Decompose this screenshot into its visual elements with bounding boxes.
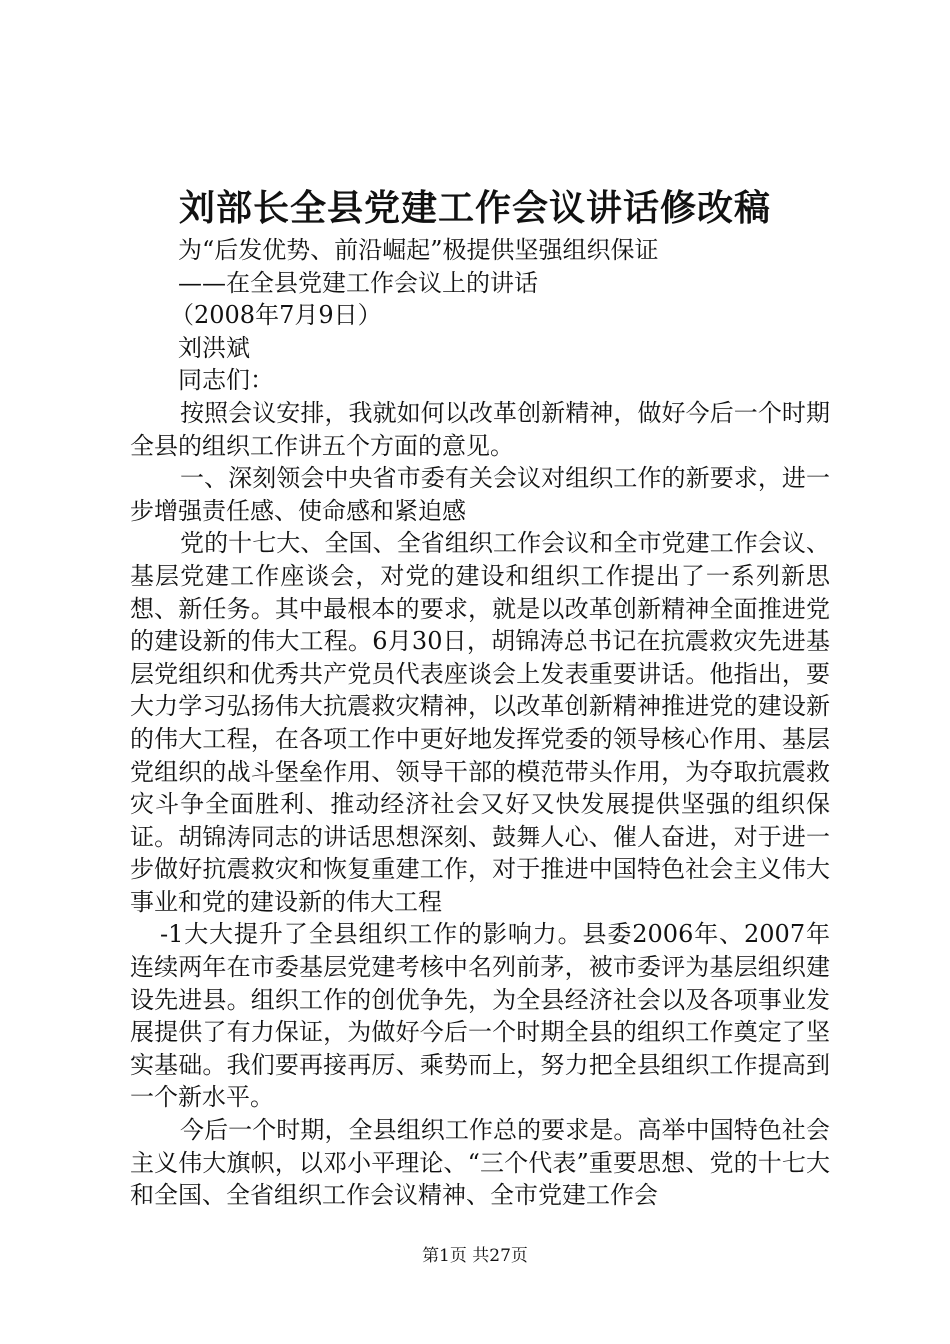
document-body	[130, 234, 830, 1212]
page-number-footer: 第1页 共27页	[422, 1246, 528, 1266]
greeting: 同志们：	[178, 366, 274, 395]
paragraph-body-3: 今后一个时期，全县组织工作总的要求是。高举中国特色社会主义伟大旗帜，以邓小平理论、“三个代表”重要思想、党的十七大和全国、全省组织工作会议精神、全市党建工作会	[130, 1116, 830, 1210]
document-title: 刘部长全县党建工作会议讲话修改稿	[178, 187, 771, 229]
section-heading-1: 一、深刻领会中央省市委有关会议对组织工作的新要求，进一步增强责任感、使命感和紧迫感	[130, 464, 830, 525]
paragraph-body-2: -1大大提升了全县组织工作的影响力。县委2006年、2007年连续两年在市委基层党建考核中名列前茅，被市委评为基层组织建设先进县。组织工作的创优争先，为全县经济社会以及各项事业发展提供了有力保证，为做好今后一个时期全县的组织工作奠定了坚实基础。我们要再接再厉、乘势而上，努力把全县组织工作提高到一个新水平。	[130, 920, 830, 1112]
paragraph-intro: 按照会议安排，我就如何以改革创新精神，做好今后一个时期全县的组织工作讲五个方面的意见。	[130, 398, 830, 460]
paragraph-body-1: 党的十七大、全国、全省组织工作会议和全市党建工作会议、基层党建工作座谈会，对党的建设和组织工作提出了一系列新思想、新任务。其中最根本的要求，就是以改革创新精神全面推进党的建设新的伟大工程。6月30日，胡锦涛总书记在抗震救灾先进基层党组织和优秀共产党员代表座谈会上发表重要讲话。他指出，要大力学习弘扬伟大抗震救灾精神，以改革创新精神推进党的建设新的伟大工程，在各项工作中更好地发挥党委的领导核心作用、基层党组织的战斗堡垒作用、领导干部的模范带头作用，为夺取抗震救灾斗争全面胜利、推动经济社会又好又快发展提供坚强的组织保证。胡锦涛同志的讲话思想深刻、鼓舞人心、催人奋进，对于进一步做好抗震救灾和恢复重建工作，对于推进中国特色社会主义伟大事业和党的建设新的伟大工程	[130, 529, 830, 916]
speech-date: （2008年7月9日）	[170, 301, 382, 330]
subtitle-secondary: ——在全县党建工作会议上的讲话	[178, 268, 538, 297]
subtitle: 为“后发优势、前沿崛起”极提供坚强组织保证	[178, 236, 659, 264]
author-name: 刘洪斌	[178, 333, 250, 362]
